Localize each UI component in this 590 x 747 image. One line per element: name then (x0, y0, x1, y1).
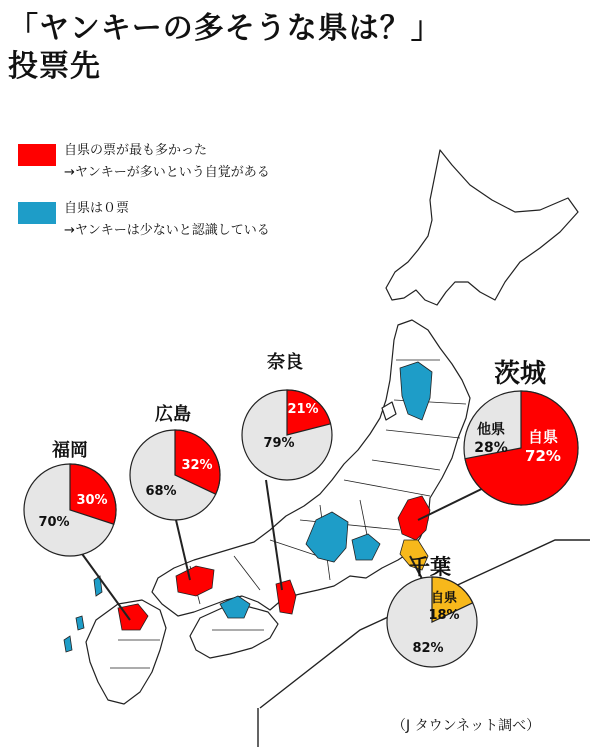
pie-nara (242, 351, 332, 480)
pie-slice-label: 70% (38, 515, 70, 530)
pie-slice-label: 32% (181, 458, 213, 473)
hokkaido (386, 150, 578, 305)
source-credit: （J タウンネット調べ） (392, 718, 541, 734)
pie-chiba (387, 555, 477, 667)
pie-slice-label: 79% (263, 436, 295, 451)
pie-title: 千葉 (409, 555, 451, 579)
title-line-2: 投票先 (8, 49, 101, 84)
pie-slice-label: 18% (428, 608, 460, 623)
pie-fukuoka (24, 440, 116, 556)
pie-slice-label: 他県 (477, 422, 505, 438)
legend-label: 自県は０票 (64, 201, 130, 216)
pie-title: 奈良 (267, 352, 303, 373)
pie-slice-label: 21% (287, 402, 319, 417)
title-line-1: 「ヤンキーの多そうな県は？」 (8, 11, 442, 46)
pie-slice-label: 72% (525, 447, 561, 465)
legend-note: →ヤンキーが多いという自覚がある (64, 165, 270, 180)
legend-note: →ヤンキーは少ないと認識している (64, 223, 270, 238)
pie-hiroshima (130, 403, 220, 520)
pie-title: 茨城 (493, 359, 547, 389)
pie-title: 福岡 (52, 440, 88, 461)
pie-title: 広島 (155, 404, 191, 425)
legend-label: 自県の票が最も多かった (64, 143, 208, 158)
pie-slice-label: 自県 (527, 428, 559, 446)
pie-ibaraki (464, 359, 578, 505)
pie-slice-label: 28% (474, 440, 508, 456)
pie-slice-label: 自県 (430, 591, 458, 606)
pie-slice-label: 82% (412, 641, 444, 656)
pie-slice-label: 30% (76, 493, 108, 508)
pie-slice-label: 68% (145, 484, 177, 499)
